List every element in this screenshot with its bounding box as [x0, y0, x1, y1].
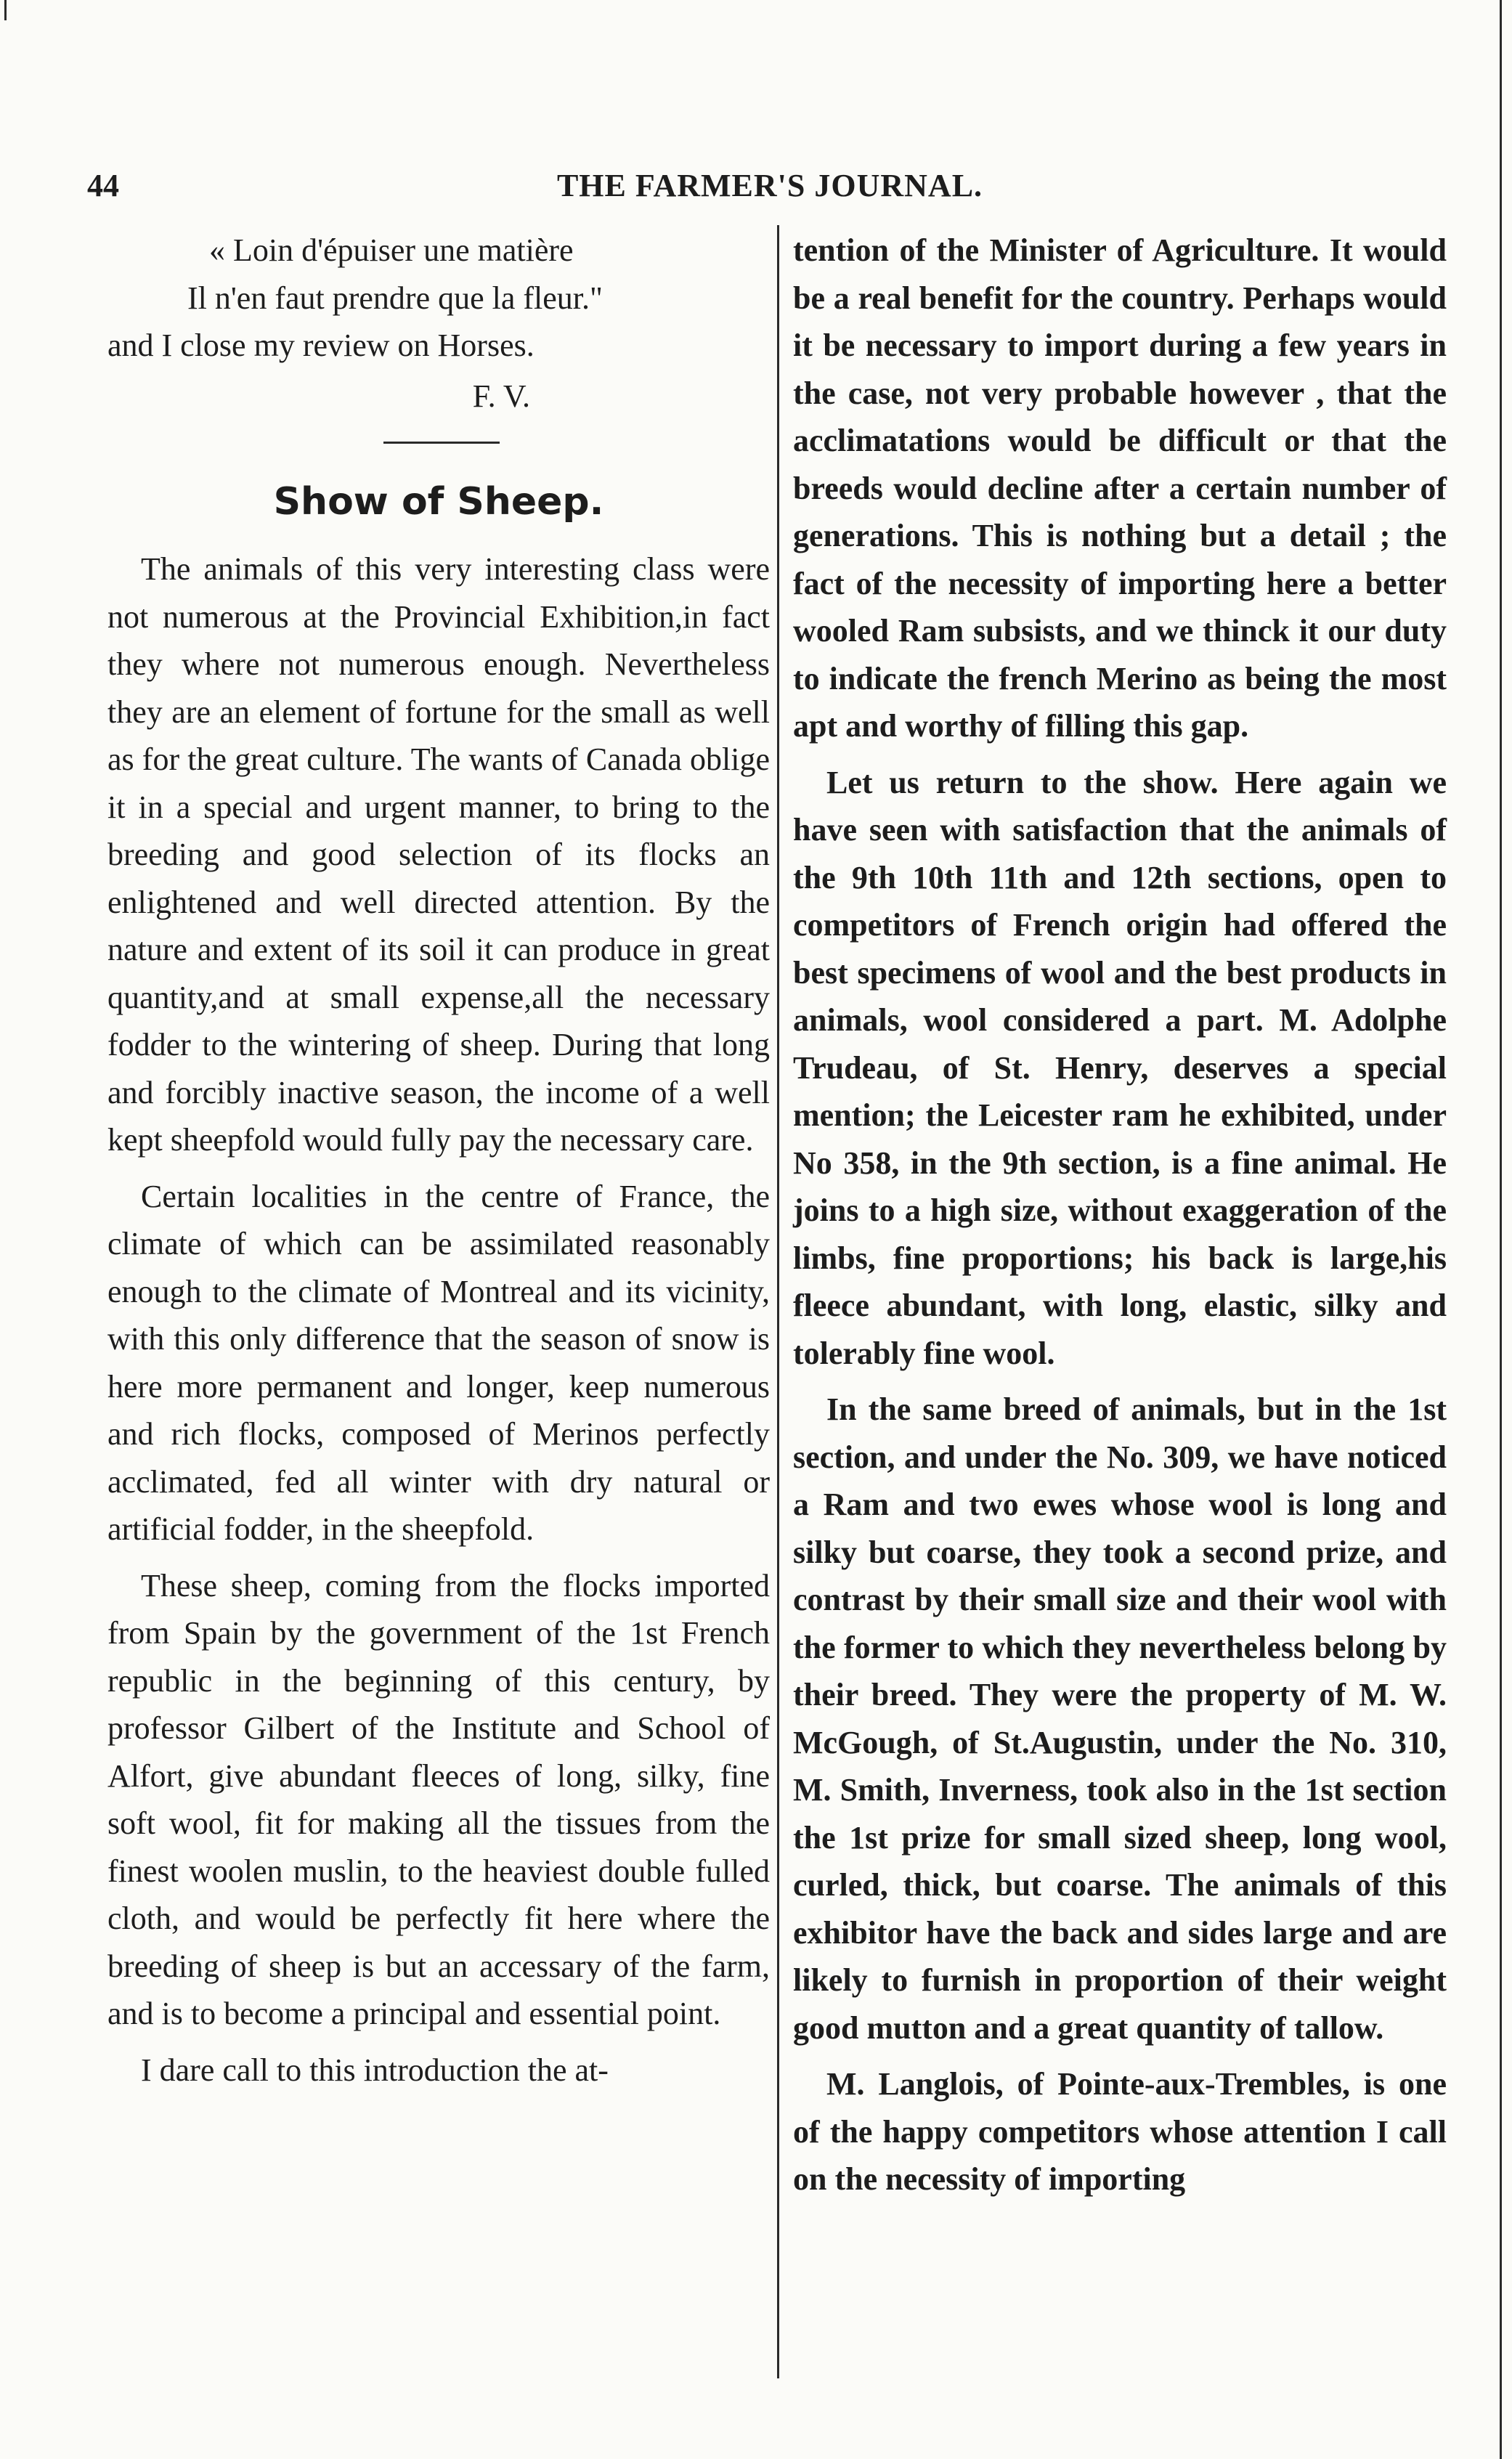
paragraph: I dare call to this introduction the at-	[141, 2052, 609, 2088]
paragraph: In the same breed of animals, but in the 1st section, and under the No. 309, we have noticed a Ram and two ewes whose wool is long and silky but coarse, they took a second prize, and contrast by their small size and their wool with the former to which they nevertheless belong by their breed. They were the property of M. W. McGough, of St.Augustin, under the No. 310, M. Smith, Inverness, took also in the 1st section the 1st prize for small sized sheep, long wool, curled, thick, but coarse. The animals of this exhibitor have the back and sides large and are likely to furnish in proportion of their weight good mutton and a great quantity of tallow.	[793, 1391, 1447, 2046]
page-edge-line	[1500, 0, 1502, 2459]
page-number: 44	[87, 168, 119, 203]
paragraph: M. Langlois, of Pointe-aux-Trembles, is one of the happy competitors whose attention I call on the necessity of importing	[793, 2066, 1447, 2197]
paragraph: Certain localities in the centre of France, the climate of which can be assimilated reasonably enough to the climate of Montreal and its vicinity, with this only difference that the season of snow is here more permanent and longer, keep numerous and rich flocks, composed of Merinos perfectly acclimated, fed all winter with dry natural or artificial fodder, in the sheepfold.	[107, 1178, 770, 1547]
verse-line: Il n'en faut prendre que la fleur."	[187, 280, 603, 316]
paragraph: These sheep, coming from the flocks imported from Spain by the government of the 1st French republic in the beginning of this century, by professor Gilbert of the Institute and School of Alfort, give abundant fleeces of long, silky, fine soft wool, fit for making all the tissues from the finest woolen muslin, to the heaviest double fulled cloth, and would be perfectly fit here where the breeding of sheep is but an accessary of the farm, and is to become a principal and essential point.	[107, 1567, 770, 2031]
paragraph: The animals of this very interesting class were not numerous at the Provincial Exhibition,in fact they where not numerous enough. Nevertheless they are an element of fortune for the small as well as for the great culture. The wants of Canada oblige it in a special and urgent manner, to bring to the breeding and good selection of its flocks an enlightened and well directed attention. By the nature and extent of its soil it can produce in great quantity,and at small expense,all the necessary fodder to the wintering of sheep. During that long and forcibly inactive season, the income of a well kept sheepfold would fully pay the necessary care.	[107, 551, 770, 1158]
paragraph: Let us return to the show. Here again we have seen with satisfaction that the animals of the 9th 10th 11th and 12th sections, open to competitors of French origin had offered the best specimens of wool and the best products in animals, wool considered a part. M. Adolphe Trudeau, of St. Henry, deserves a special mention; the Leicester ram he exhibited, under No 358, in the 9th section, is a fine animal. He joins to a high size, without exaggeration of the limbs, fine proportions; his back is large,his fleece abundant, with long, elastic, silky and tolerably fine wool.	[793, 764, 1447, 1371]
left-column	[107, 227, 770, 2094]
journal-title: THE FARMER'S JOURNAL.	[556, 168, 983, 203]
page-edge-mark	[4, 0, 7, 20]
right-column	[793, 227, 1447, 2203]
paragraph: tention of the Minister of Agriculture. It would be a real benefit for the country. Perhaps would it be necessary to import during a few years in the case, not very probable however , that the acclimatations would be difficult or that the breeds would decline after a certain number of generations. This is nothing but a detail ; the fact of the necessity of importing here a better wooled Ram subsists, and we thinck it our duty to indicate the french Merino as being the most apt and worthy of filling this gap.	[793, 232, 1447, 744]
running-head	[87, 167, 1452, 218]
verse-line: « Loin d'épuiser une matière	[209, 232, 574, 268]
closing-line: and I close my review on Horses.	[107, 328, 535, 363]
signature: F. V.	[472, 378, 530, 414]
section-divider	[383, 442, 500, 444]
section-heading: Show of Sheep.	[273, 480, 604, 524]
column-divider	[777, 225, 779, 2378]
